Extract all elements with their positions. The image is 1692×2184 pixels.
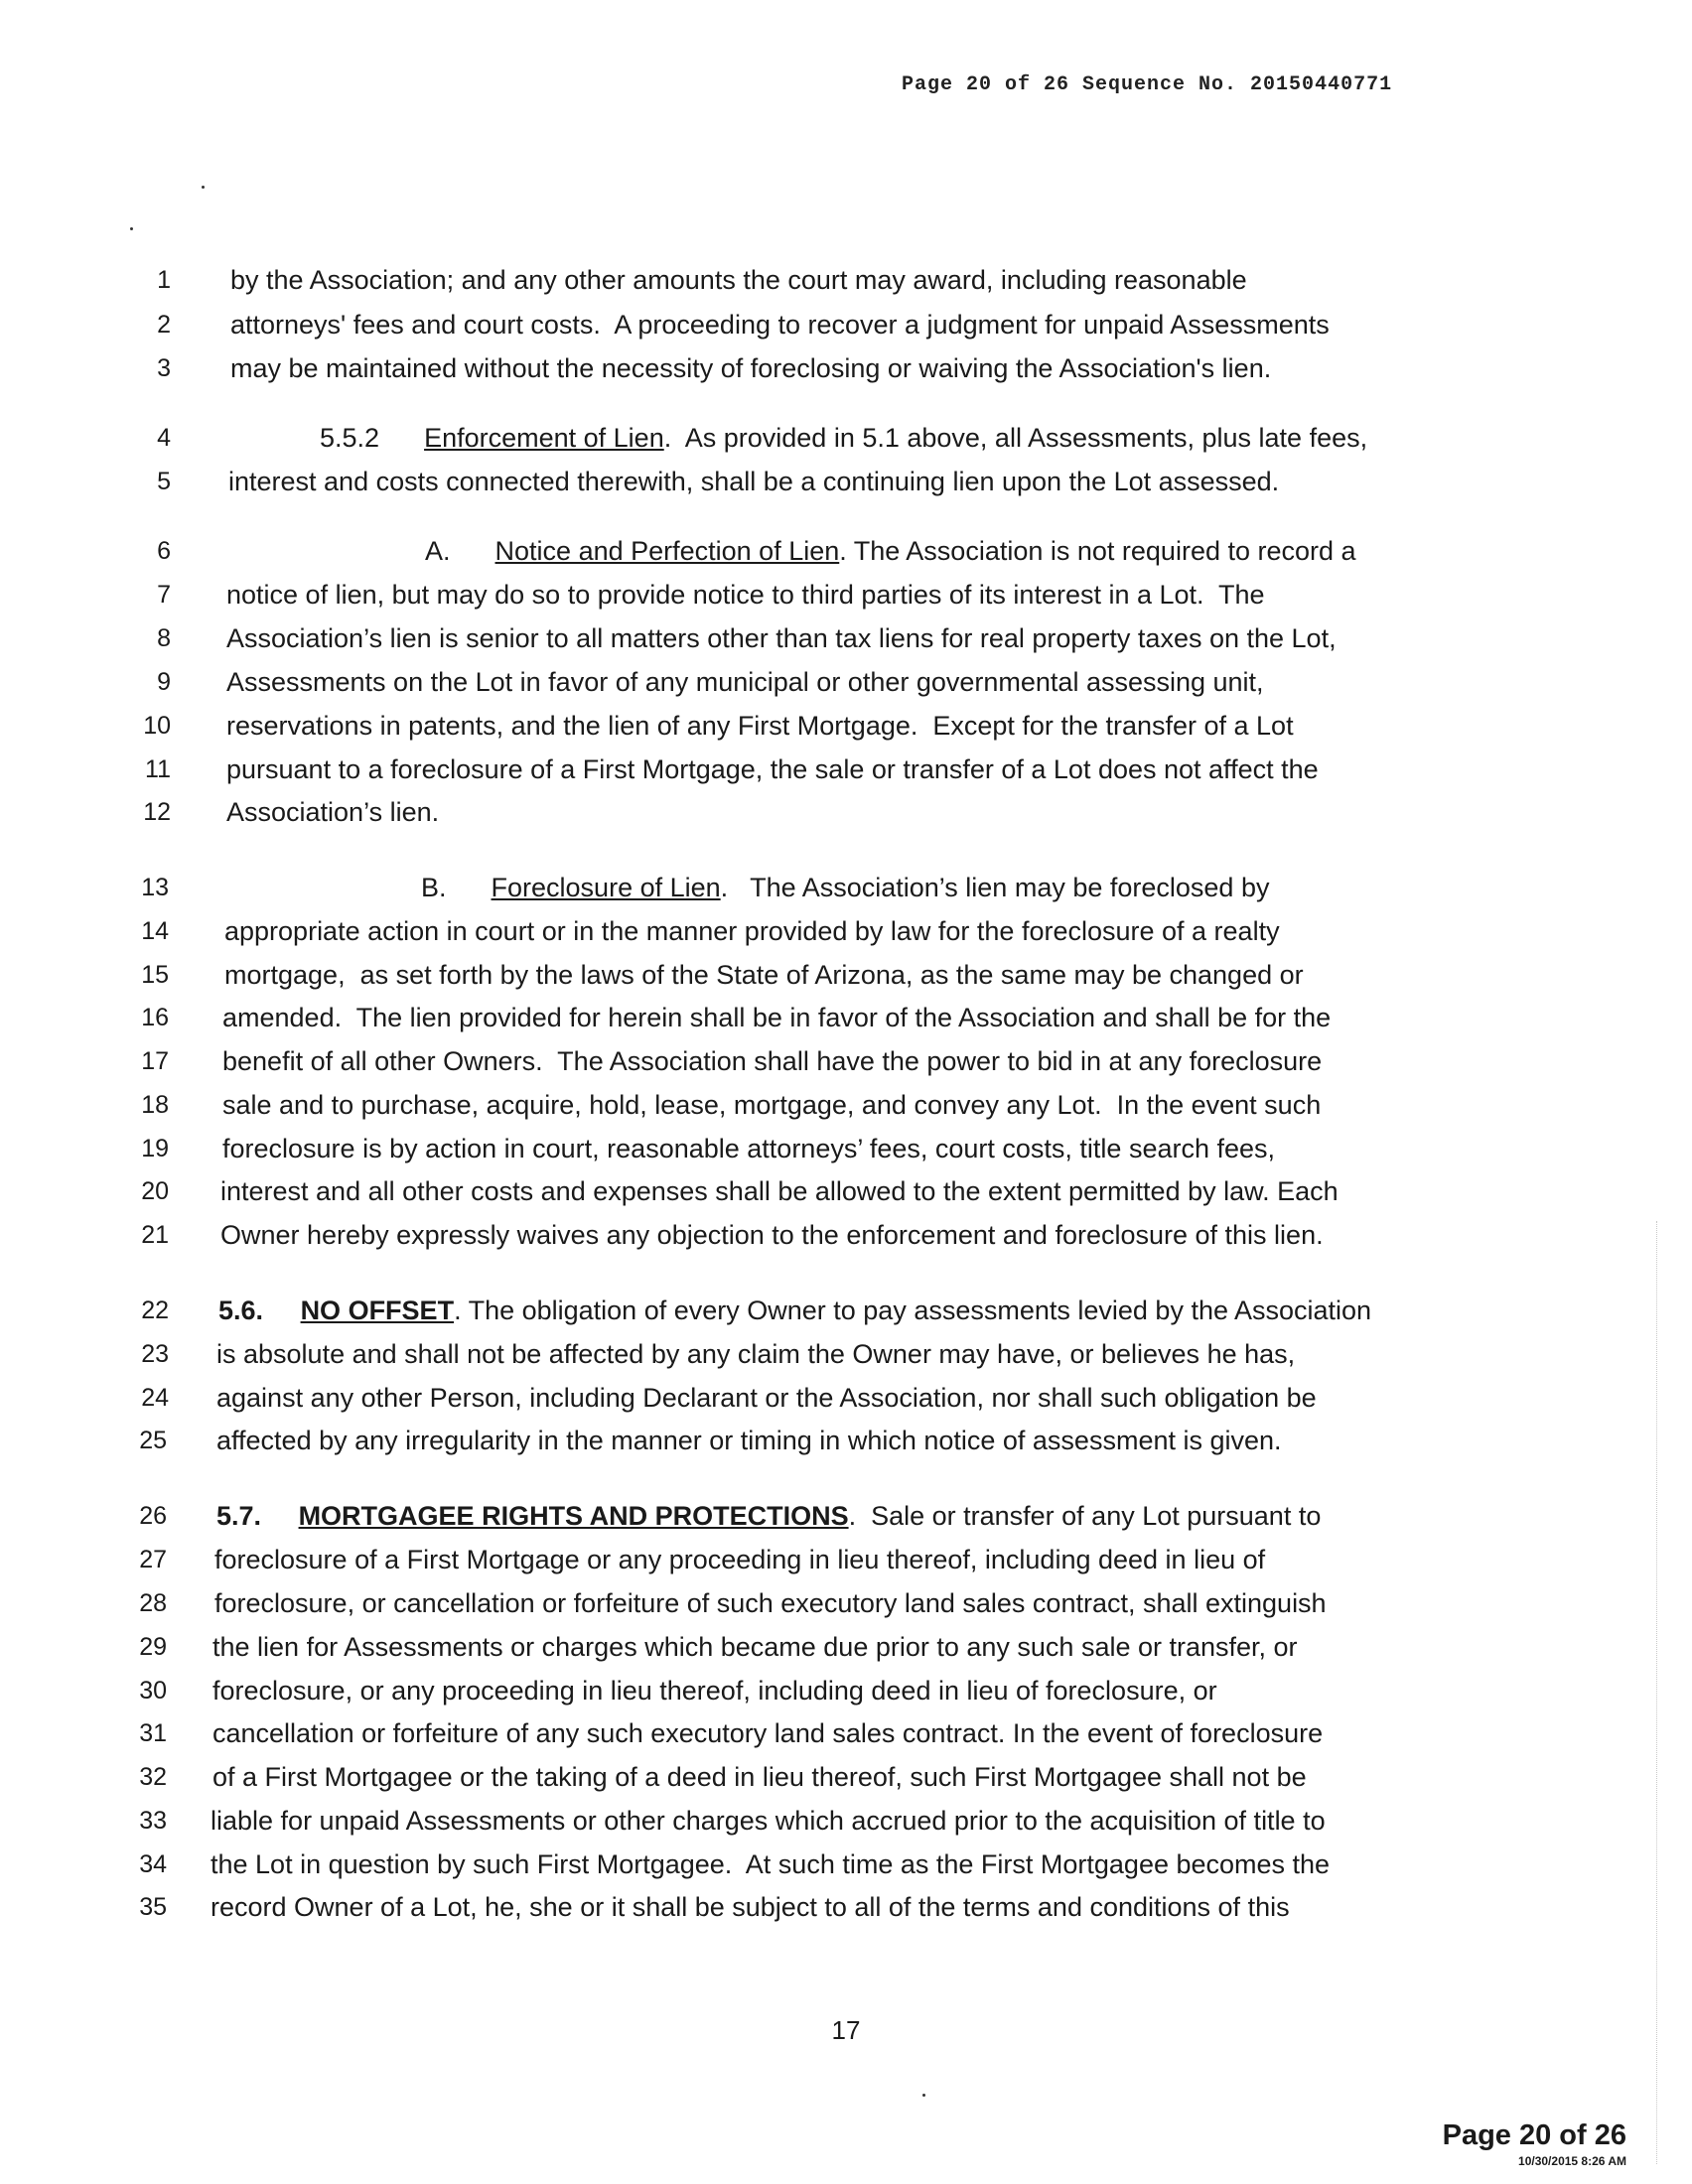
line-number: 10: [143, 712, 171, 740]
line-number: 25: [139, 1427, 167, 1454]
text-run: . As provided in 5.1 above, all Assessments, plus late fees,: [663, 423, 1368, 453]
line-number: 12: [143, 798, 171, 826]
line-text: [212, 1758, 1307, 1796]
line-text: [216, 1497, 1321, 1535]
text-line: [0, 1714, 1692, 1752]
text-line: [0, 261, 1692, 299]
text-run: . The obligation of every Owner to pay assessments levied by the Association: [454, 1296, 1372, 1325]
line-number: 33: [139, 1807, 167, 1835]
text-run: attorneys' fees and court costs. A proceeding to recover a judgment for unpaid Assessments: [230, 310, 1330, 340]
line-text: [214, 1541, 1265, 1578]
text-run: reservations in patents, and the lien of any First Mortgage. Except for the transfer of a Lot: [226, 711, 1294, 741]
stamp-page-count: Page 20 of 26: [1442, 2119, 1626, 2151]
text-run: benefit of all other Owners. The Association shall have the power to bid in at any foreclosure: [222, 1046, 1323, 1076]
text-line: [0, 793, 1692, 831]
text-line: [0, 999, 1692, 1036]
line-text: [230, 261, 1247, 299]
text-run: [261, 1501, 299, 1531]
line-number: 30: [139, 1677, 167, 1705]
line-text: [320, 419, 1367, 457]
text-line: [0, 1335, 1692, 1373]
line-number: 6: [157, 537, 171, 565]
text-line: [0, 306, 1692, 343]
text-line: [0, 1845, 1692, 1883]
scan-edge-line: [1656, 1221, 1657, 2164]
line-text: [220, 1172, 1339, 1210]
line-text: [224, 912, 1280, 950]
text-run: Association’s lien.: [226, 797, 440, 827]
scan-speck: [130, 227, 133, 230]
scan-speck: [202, 186, 205, 189]
line-text: [226, 576, 1265, 614]
text-line: [0, 1379, 1692, 1417]
line-number: 11: [145, 755, 171, 783]
line-number: 31: [139, 1719, 167, 1747]
text-run: appropriate action in court or in the manner provided by law for the foreclosure of a realty: [224, 916, 1280, 946]
line-text: [224, 956, 1304, 994]
text-run: amended. The lien provided for herein shall be in favor of the Association and shall be for the: [222, 1003, 1332, 1032]
text-line: [0, 751, 1692, 788]
text-line: [0, 1628, 1692, 1666]
text-line: [0, 1422, 1692, 1459]
sequence-header: Page 20 of 26 Sequence No. 20150440771: [902, 73, 1393, 96]
text-run: Assessments on the Lot in favor of any municipal or other governmental assessing unit,: [226, 667, 1264, 697]
text-line: [0, 1216, 1692, 1254]
text-run: 5.5.2: [320, 423, 425, 453]
line-text: [226, 751, 1319, 788]
emphasized-text: NO OFFSET: [300, 1296, 455, 1325]
line-text: [214, 1584, 1327, 1622]
text-run: liable for unpaid Assessments or other charges which accrued prior to the acquisition of title to: [211, 1806, 1326, 1836]
line-text: [216, 1379, 1317, 1417]
line-text: [222, 1042, 1322, 1080]
line-text: [216, 1335, 1295, 1373]
text-run: the lien for Assessments or charges which became due prior to any such sale or transfer, or: [212, 1632, 1298, 1662]
text-line: [0, 463, 1692, 500]
text-run: notice of lien, but may do so to provide notice to third parties of its interest in a Lot. The: [226, 580, 1265, 610]
text-line: [0, 1042, 1692, 1080]
line-number: 26: [139, 1502, 167, 1530]
text-run: record Owner of a Lot, he, she or it shall be subject to all of the terms and conditions of this: [211, 1892, 1290, 1922]
text-run: cancellation or forfeiture of any such executory land sales contract. In the event of foreclosure: [212, 1718, 1324, 1748]
line-number: 2: [157, 311, 171, 339]
emphasized-text: Enforcement of Lien: [424, 423, 664, 453]
line-number: 27: [139, 1546, 167, 1573]
line-number: 24: [141, 1384, 169, 1412]
text-line: [0, 1292, 1692, 1329]
line-text: [212, 1628, 1298, 1666]
stamp-date: 10/30/2015 8:26 AM: [1518, 2154, 1626, 2168]
line-text: [226, 793, 439, 831]
text-run: may be maintained without the necessity of foreclosing or waiving the Association's lien.: [230, 353, 1272, 383]
line-number: 7: [157, 581, 171, 609]
text-line: [0, 532, 1692, 570]
text-line: [0, 419, 1692, 457]
text-line: [0, 707, 1692, 745]
text-line: [0, 619, 1692, 657]
text-line: [0, 349, 1692, 387]
line-text: [222, 999, 1331, 1036]
line-text: [228, 463, 1279, 500]
line-text: [218, 1292, 1371, 1329]
emphasized-text: MORTGAGEE RIGHTS AND PROTECTIONS: [298, 1501, 849, 1531]
text-run: foreclosure, or any proceeding in lieu thereof, including deed in lieu of foreclosure, or: [212, 1676, 1217, 1706]
line-text: [226, 663, 1264, 701]
line-number: 28: [139, 1589, 167, 1617]
line-text: [222, 1130, 1275, 1167]
line-text: [425, 532, 1356, 570]
line-number: 34: [139, 1850, 167, 1878]
text-line: [0, 1172, 1692, 1210]
text-line: [0, 576, 1692, 614]
text-line: [0, 869, 1692, 906]
line-number: 18: [141, 1091, 169, 1119]
text-run: foreclosure of a First Mortgage or any proceeding in lieu thereof, including deed in lieu of: [214, 1545, 1266, 1574]
text-run: . The Association’s lien may be foreclosed by: [720, 873, 1270, 902]
line-text: [211, 1888, 1290, 1926]
text-line: [0, 1758, 1692, 1796]
text-run: foreclosure is by action in court, reasonable attorneys’ fees, court costs, title search fees,: [222, 1134, 1276, 1163]
text-run: mortgage, as set forth by the laws of the State of Arizona, as the same may be changed or: [224, 960, 1304, 990]
text-run: interest and costs connected therewith, shall be a continuing lien upon the Lot assessed.: [228, 467, 1280, 496]
emphasized-text: Notice and Perfection of Lien: [494, 536, 840, 566]
text-line: [0, 1802, 1692, 1840]
text-run: of a First Mortgagee or the taking of a deed in lieu thereof, such First Mortgagee shall not be: [212, 1762, 1307, 1792]
recording-stamp: [1370, 2118, 1626, 2170]
text-line: [0, 1888, 1692, 1926]
line-text: [230, 306, 1330, 343]
emphasized-text: Foreclosure of Lien: [491, 873, 721, 902]
line-number: 9: [157, 668, 171, 696]
line-number: 16: [141, 1004, 169, 1031]
text-run: . Sale or transfer of any Lot pursuant to: [848, 1501, 1322, 1531]
line-number: 29: [139, 1633, 167, 1661]
text-run: B.: [421, 873, 492, 902]
line-text: [212, 1714, 1323, 1752]
line-text: [222, 1086, 1321, 1124]
line-number: 20: [141, 1177, 169, 1205]
line-text: [212, 1672, 1217, 1709]
line-text: [226, 619, 1337, 657]
line-number: 8: [157, 624, 171, 652]
line-number: 4: [157, 424, 171, 452]
text-line: [0, 1497, 1692, 1535]
text-run: by the Association; and any other amounts the court may award, including reasonable: [230, 265, 1247, 295]
text-run: is absolute and shall not be affected by any claim the Owner may have, or believes he has,: [216, 1339, 1296, 1369]
line-text: [226, 707, 1294, 745]
line-number: 21: [141, 1221, 169, 1249]
text-run: foreclosure, or cancellation or forfeiture of such executory land sales contract, shall extinguish: [214, 1588, 1327, 1618]
text-run: Association’s lien is senior to all matters other than tax liens for real property taxes on the Lot,: [226, 623, 1337, 653]
scan-speck: [922, 2094, 925, 2097]
text-run: Owner hereby expressly waives any objection to the enforcement and foreclosure of this lien.: [220, 1220, 1324, 1250]
line-number: 14: [141, 917, 169, 945]
line-text: [421, 869, 1269, 906]
line-number: 19: [141, 1135, 169, 1162]
text-run: [263, 1296, 301, 1325]
line-number: 13: [141, 874, 169, 901]
line-number: 5: [157, 468, 171, 495]
text-run: . The Association is not required to record a: [839, 536, 1356, 566]
text-run: the Lot in question by such First Mortgagee. At such time as the First Mortgagee becomes the: [211, 1849, 1331, 1879]
line-number: 17: [141, 1047, 169, 1075]
line-number: 23: [141, 1340, 169, 1368]
text-line: [0, 912, 1692, 950]
line-number: 1: [157, 266, 171, 294]
line-text: [220, 1216, 1324, 1254]
text-run: interest and all other costs and expenses shall be allowed to the extent permitted by law. Each: [220, 1176, 1339, 1206]
text-line: [0, 1584, 1692, 1622]
text-line: [0, 1672, 1692, 1709]
text-run: affected by any irregularity in the manner or timing in which notice of assessment is given.: [216, 1426, 1282, 1455]
page-number: 17: [831, 2015, 861, 2045]
line-number: 22: [141, 1297, 169, 1324]
text-line: [0, 1130, 1692, 1167]
text-line: [0, 956, 1692, 994]
line-number: 3: [157, 354, 171, 382]
line-text: [216, 1422, 1282, 1459]
text-line: [0, 663, 1692, 701]
text-line: [0, 1541, 1692, 1578]
line-text: [211, 1845, 1330, 1883]
line-text: [230, 349, 1271, 387]
text-line: [0, 1086, 1692, 1124]
text-run: sale and to purchase, acquire, hold, lease, mortgage, and convey any Lot. In the event such: [222, 1090, 1322, 1120]
emphasized-text: 5.6.: [218, 1296, 264, 1325]
line-number: 15: [141, 961, 169, 989]
text-run: pursuant to a foreclosure of a First Mortgage, the sale or transfer of a Lot does not affect the: [226, 754, 1319, 784]
text-run: A.: [425, 536, 495, 566]
line-number: 32: [139, 1763, 167, 1791]
line-number: 35: [139, 1893, 167, 1921]
text-run: against any other Person, including Declarant or the Association, nor shall such obligation be: [216, 1383, 1317, 1413]
line-text: [211, 1802, 1326, 1840]
emphasized-text: 5.7.: [216, 1501, 262, 1531]
